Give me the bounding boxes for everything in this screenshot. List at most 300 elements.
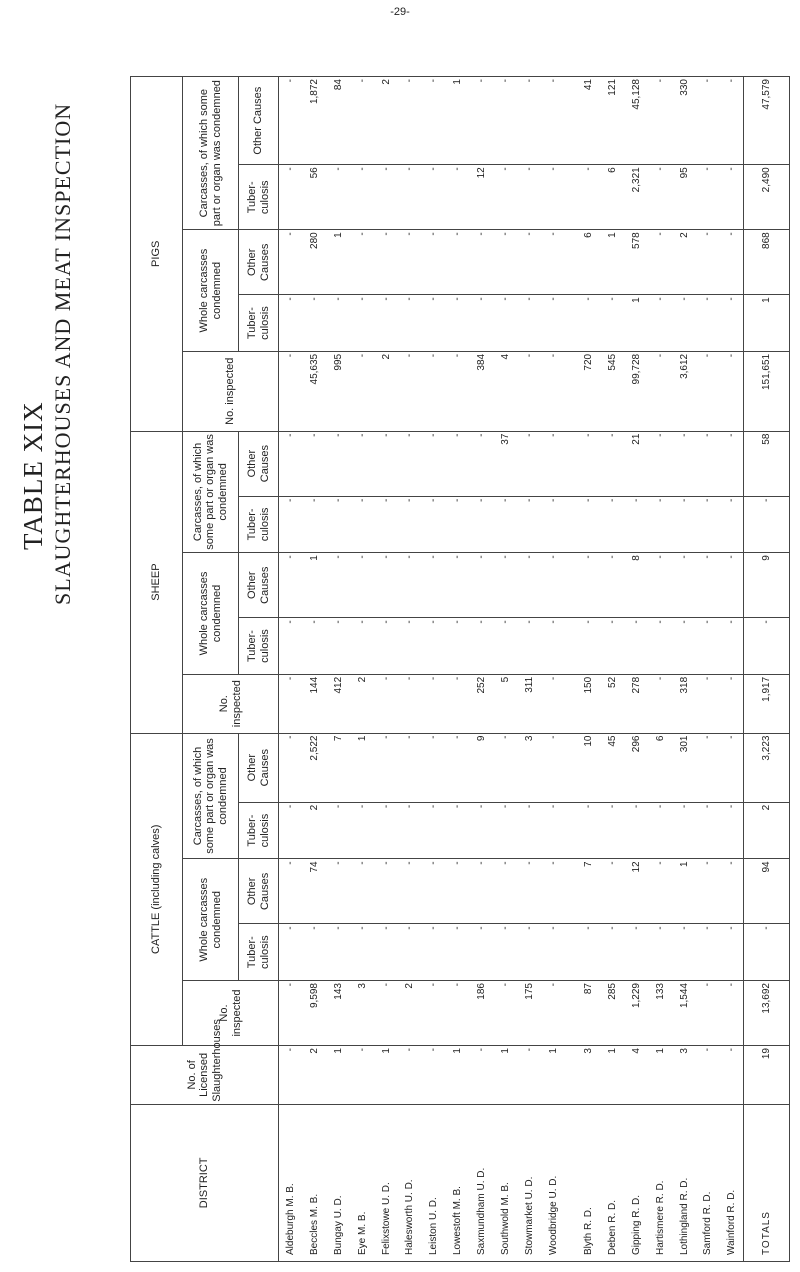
gap-cell <box>565 802 576 859</box>
table-row-s_pt: - <box>279 496 303 553</box>
table-row-c_ins: 186 <box>470 981 494 1046</box>
table-row-s_ins: 311 <box>517 674 541 733</box>
table-row <box>350 77 374 1262</box>
table-row-c_wo: 7 <box>577 859 601 924</box>
table-row-s_pt: - <box>374 496 398 553</box>
table-row-s_po: - <box>517 431 541 496</box>
table-row-s_ins: - <box>374 674 398 733</box>
table-row <box>470 77 494 1262</box>
gap-cell <box>565 733 576 802</box>
totals-c_wo: 94 <box>744 859 790 924</box>
table-row-district: Southwold M. B. <box>494 1104 518 1261</box>
table-row-c_wt: - <box>624 924 648 981</box>
table-row-c_pt: - <box>350 802 374 859</box>
table-row <box>446 77 470 1262</box>
gap-cell <box>565 859 576 924</box>
table-row-c_wo: - <box>600 859 624 924</box>
table-row-c_po: - <box>422 733 446 802</box>
table-row-p_wt: - <box>494 295 518 352</box>
table-row-p_ins: - <box>696 351 720 431</box>
header-sheep-part: Carcasses, of which some part or organ was condemned <box>183 431 239 553</box>
table-row-lic: - <box>350 1046 374 1105</box>
totals-c_pt: 2 <box>744 802 790 859</box>
table-row-s_pt: - <box>696 496 720 553</box>
table-row-c_wt: - <box>279 924 303 981</box>
table-row <box>672 77 696 1262</box>
table-row-c_wt: - <box>648 924 672 981</box>
table-row-c_pt: - <box>672 802 696 859</box>
table-row-c_wt: - <box>494 924 518 981</box>
table-row-lic: 3 <box>577 1046 601 1105</box>
table-row-p_pt: - <box>494 165 518 230</box>
table-row-p_pt: 6 <box>600 165 624 230</box>
table-row-p_pt: 12 <box>470 165 494 230</box>
table-row-p_pt: - <box>350 165 374 230</box>
table-row-c_wo: - <box>279 859 303 924</box>
table-row-s_po: - <box>696 431 720 496</box>
table-row-s_wo: - <box>720 553 744 618</box>
table-row-s_wt: - <box>517 618 541 675</box>
table-row-lic: - <box>696 1046 720 1105</box>
header-district: DISTRICT <box>131 1104 279 1261</box>
table-row-c_po: - <box>374 733 398 802</box>
table-row-s_pt: - <box>720 496 744 553</box>
table-row-p_ins: 384 <box>470 351 494 431</box>
table-row-lic: 1 <box>541 1046 565 1105</box>
table-row-district: Aldeburgh M. B. <box>279 1104 303 1261</box>
table-row-p_ins: - <box>720 351 744 431</box>
table-row-s_po: - <box>326 431 350 496</box>
table-row-c_wt: - <box>350 924 374 981</box>
table-row-c_ins: - <box>541 981 565 1046</box>
table-row-s_po: - <box>577 431 601 496</box>
table-row-c_pt: - <box>624 802 648 859</box>
gap-cell <box>565 230 576 295</box>
table-row-s_wt: - <box>541 618 565 675</box>
table-row-p_ins: 99,728 <box>624 351 648 431</box>
table-row-lic: 1 <box>600 1046 624 1105</box>
table-row-s_wt: - <box>696 618 720 675</box>
table-row-p_pt: - <box>541 165 565 230</box>
table-row-p_wt: 1 <box>624 295 648 352</box>
table-row-district: Gipping R. D. <box>624 1104 648 1261</box>
table-row-c_po: 3 <box>517 733 541 802</box>
table-row-district: Samford R. D. <box>696 1104 720 1261</box>
totals-row <box>744 77 790 1262</box>
table-row-p_wt: - <box>720 295 744 352</box>
table-row-s_pt: - <box>326 496 350 553</box>
table-row-p_wt: - <box>374 295 398 352</box>
table-row-p_po: 1 <box>446 77 470 165</box>
table-row-s_pt: - <box>302 496 326 553</box>
table-row-p_wt: - <box>350 295 374 352</box>
gap-cell <box>565 431 576 496</box>
table-row-c_wt: - <box>374 924 398 981</box>
table-row-s_wo: - <box>517 553 541 618</box>
table-row-s_wo: - <box>541 553 565 618</box>
table-row-c_ins: - <box>494 981 518 1046</box>
table-row-p_wt: - <box>470 295 494 352</box>
table-row-p_po: - <box>648 77 672 165</box>
table-row-lic: 4 <box>624 1046 648 1105</box>
table-row-s_po: - <box>302 431 326 496</box>
table-row-p_wo: - <box>648 230 672 295</box>
table-row-c_wo: - <box>446 859 470 924</box>
header-sheep-whole-tb: Tuber- culosis <box>239 618 279 675</box>
table-row <box>541 77 565 1262</box>
gap-cell <box>565 77 576 165</box>
table-row-c_po: 6 <box>648 733 672 802</box>
gap-cell <box>565 351 576 431</box>
gap-cell <box>565 553 576 618</box>
table-row-p_pt: - <box>374 165 398 230</box>
table-row-s_wt: - <box>577 618 601 675</box>
table-row-s_po: - <box>720 431 744 496</box>
table-row-district: Stowmarket U. D. <box>517 1104 541 1261</box>
table-row-c_wt: - <box>302 924 326 981</box>
table-row-s_wt: - <box>374 618 398 675</box>
table-row-lic: - <box>279 1046 303 1105</box>
table-row-p_po: - <box>720 77 744 165</box>
table-row-s_ins: 150 <box>577 674 601 733</box>
table-row-c_wt: - <box>720 924 744 981</box>
table-row-s_pt: - <box>470 496 494 553</box>
table-row-p_wo: 2 <box>672 230 696 295</box>
table-row-s_wt: - <box>422 618 446 675</box>
table-row-lic: 3 <box>672 1046 696 1105</box>
table-row-c_pt: - <box>600 802 624 859</box>
gap-cell <box>565 618 576 675</box>
table-row-p_ins: - <box>279 351 303 431</box>
header-cattle-part-tb: Tuber- culosis <box>239 802 279 859</box>
table-row-p_po: - <box>279 77 303 165</box>
table-row <box>398 77 422 1262</box>
table-row-p_wo: 280 <box>302 230 326 295</box>
table-row-p_ins: - <box>350 351 374 431</box>
table-row-p_wt: - <box>446 295 470 352</box>
totals-c_wt: - <box>744 924 790 981</box>
table-row-p_po: - <box>696 77 720 165</box>
table-row-s_ins: - <box>648 674 672 733</box>
table-row-p_po: 45,128 <box>624 77 648 165</box>
table-row-c_pt: - <box>326 802 350 859</box>
header-sheep: SHEEP <box>131 431 183 733</box>
table-row-c_wt: - <box>600 924 624 981</box>
table-row-p_wt: - <box>577 295 601 352</box>
table-row-c_wo: - <box>470 859 494 924</box>
table-row-s_wt: - <box>302 618 326 675</box>
table-row-lic: - <box>517 1046 541 1105</box>
table-row-c_ins: 175 <box>517 981 541 1046</box>
table-row-p_po: - <box>494 77 518 165</box>
table-row-p_po: 1,872 <box>302 77 326 165</box>
table-row-s_ins: 412 <box>326 674 350 733</box>
header-pigs-whole: Whole carcasses condemned <box>183 230 239 352</box>
table-row-p_wo: 1 <box>600 230 624 295</box>
table-row-s_pt: - <box>600 496 624 553</box>
table-row-s_ins: - <box>422 674 446 733</box>
table-row-p_po: - <box>541 77 565 165</box>
totals-p_wt: 1 <box>744 295 790 352</box>
table-row <box>422 77 446 1262</box>
table-row-s_po: - <box>422 431 446 496</box>
totals-s_po: 58 <box>744 431 790 496</box>
table-row-c_po: 301 <box>672 733 696 802</box>
table-row-p_wo: 1 <box>326 230 350 295</box>
table-row-p_ins: - <box>446 351 470 431</box>
table-row-c_ins: 133 <box>648 981 672 1046</box>
table-row-c_ins: 9,598 <box>302 981 326 1046</box>
table-row-s_wt: - <box>720 618 744 675</box>
table-row-c_wo: 74 <box>302 859 326 924</box>
gap-cell <box>565 981 576 1046</box>
table-row-p_ins: 995 <box>326 351 350 431</box>
table-row-c_wt: - <box>577 924 601 981</box>
table-row-district: Blyth R. D. <box>577 1104 601 1261</box>
table-row-s_ins: 318 <box>672 674 696 733</box>
table-row-c_po: - <box>720 733 744 802</box>
header-cattle: CATTLE (including calves) <box>131 733 183 1045</box>
table-row-s_pt: - <box>350 496 374 553</box>
table-row-s_wt: - <box>398 618 422 675</box>
table-row-s_wt: - <box>648 618 672 675</box>
header-cattle-whole: Whole carcasses condemned <box>183 859 239 981</box>
table-row-p_ins: 545 <box>600 351 624 431</box>
header-licensed: No. of Licensed Slaughterhouses <box>131 1046 279 1105</box>
table-row-p_wt: - <box>672 295 696 352</box>
table-row-s_ins: 252 <box>470 674 494 733</box>
table-row-p_pt: 56 <box>302 165 326 230</box>
table-row-s_wt: - <box>279 618 303 675</box>
table-row-s_wt: - <box>446 618 470 675</box>
table-row-s_wo: - <box>446 553 470 618</box>
totals-p_wo: 868 <box>744 230 790 295</box>
table-row-s_po: - <box>374 431 398 496</box>
table-row-s_wt: - <box>494 618 518 675</box>
table-row-c_po: - <box>541 733 565 802</box>
table-row-p_wo: - <box>494 230 518 295</box>
table-row-p_pt: 95 <box>672 165 696 230</box>
table-row-s_pt: - <box>517 496 541 553</box>
table-row-s_wo: - <box>422 553 446 618</box>
table-row-p_wt: - <box>398 295 422 352</box>
table-row <box>517 77 541 1262</box>
table-row-c_po: - <box>696 733 720 802</box>
totals-s_ins: 1,917 <box>744 674 790 733</box>
table-row-p_wt: - <box>696 295 720 352</box>
table-row-district: Deben R. D. <box>600 1104 624 1261</box>
gap-cell <box>565 924 576 981</box>
table-row-lic: 1 <box>494 1046 518 1105</box>
table-row <box>600 77 624 1262</box>
table-row-s_ins: - <box>398 674 422 733</box>
table-row-c_po: 296 <box>624 733 648 802</box>
table-row-p_po: 330 <box>672 77 696 165</box>
table-row-c_pt: - <box>422 802 446 859</box>
table-row-c_wt: - <box>517 924 541 981</box>
table-row-c_pt: - <box>279 802 303 859</box>
table-row-s_wo: - <box>374 553 398 618</box>
table-row-c_pt: - <box>446 802 470 859</box>
table-row-c_ins: 1,229 <box>624 981 648 1046</box>
table-row-p_wo: - <box>374 230 398 295</box>
table-row-c_ins: 285 <box>600 981 624 1046</box>
table-row-p_wo: - <box>398 230 422 295</box>
table-row-s_ins: - <box>279 674 303 733</box>
table-row-p_pt: - <box>517 165 541 230</box>
table-row-c_ins: - <box>374 981 398 1046</box>
table-row-p_pt: - <box>422 165 446 230</box>
table-row-s_wo: - <box>696 553 720 618</box>
table-row <box>648 77 672 1262</box>
table-row-s_wo: - <box>470 553 494 618</box>
table-row-district: Eye M. B. <box>350 1104 374 1261</box>
header-cattle-part-other: Other Causes <box>239 733 279 802</box>
table-row-c_wt: - <box>398 924 422 981</box>
table-row-c_ins: - <box>696 981 720 1046</box>
table-row <box>624 77 648 1262</box>
gap-cell <box>565 1046 576 1105</box>
table-row-c_wo: - <box>326 859 350 924</box>
table-row-p_po: 2 <box>374 77 398 165</box>
header-sheep-whole: Whole carcasses condemned <box>183 553 239 675</box>
table-row-s_wt: - <box>624 618 648 675</box>
table-row-s_wo: - <box>648 553 672 618</box>
header-cattle-part: Carcasses, of which some part or organ was condemned <box>183 733 239 859</box>
table-row-lic: 1 <box>648 1046 672 1105</box>
table-row-c_pt: - <box>470 802 494 859</box>
table-row-s_ins: 5 <box>494 674 518 733</box>
header-pigs-part-tb: Tuber- culosis <box>239 165 279 230</box>
table-row-c_wo: - <box>720 859 744 924</box>
totals-p_ins: 151,651 <box>744 351 790 431</box>
table-row-p_pt: - <box>398 165 422 230</box>
page-number: -29- <box>390 6 410 18</box>
table-row <box>279 77 303 1262</box>
table-row-s_pt: - <box>446 496 470 553</box>
table-row-s_wo: - <box>326 553 350 618</box>
table-row-district: Woodbridge U. D. <box>541 1104 565 1261</box>
table-row-district: Saxmundham U. D. <box>470 1104 494 1261</box>
table-row-p_po: - <box>422 77 446 165</box>
table-row-c_wo: - <box>494 859 518 924</box>
table-title-line2: SLAUGHTERHOUSES AND MEAT INSPECTION <box>50 102 75 605</box>
table-row-c_po: 2,522 <box>302 733 326 802</box>
table-row-s_ins: 278 <box>624 674 648 733</box>
table-row-c_ins: - <box>446 981 470 1046</box>
table-row-lic: - <box>720 1046 744 1105</box>
table-row-c_wo: - <box>398 859 422 924</box>
table-row-c_wo: - <box>696 859 720 924</box>
table-row-c_ins: 143 <box>326 981 350 1046</box>
table-row-c_wo: - <box>374 859 398 924</box>
table-row <box>374 77 398 1262</box>
table-row-p_wo: - <box>541 230 565 295</box>
table-row-district: Hartismere R. D. <box>648 1104 672 1261</box>
table-row-lic: 1 <box>374 1046 398 1105</box>
table-row-p_wt: - <box>648 295 672 352</box>
table-row-c_pt: - <box>648 802 672 859</box>
table-row-c_po: 7 <box>326 733 350 802</box>
header-sheep-part-other: Other Causes <box>239 431 279 496</box>
table-row-c_ins: 87 <box>577 981 601 1046</box>
table-row-s_po: - <box>648 431 672 496</box>
table-row-district: Felixstowe U. D. <box>374 1104 398 1261</box>
table-row-c_wt: - <box>470 924 494 981</box>
table-row-s_wo: - <box>672 553 696 618</box>
table-row-s_po: - <box>600 431 624 496</box>
table-row-p_wo: - <box>279 230 303 295</box>
table-row-c_wo: - <box>422 859 446 924</box>
table-row-s_ins: 2 <box>350 674 374 733</box>
table-row-p_ins: 4 <box>494 351 518 431</box>
table-row-s_wt: - <box>672 618 696 675</box>
header-pigs: PIGS <box>131 77 183 432</box>
header-pigs-part: Carcasses, of which some part or organ was condemned <box>183 77 239 230</box>
table-row-s_pt: - <box>672 496 696 553</box>
table-row-s_pt: - <box>541 496 565 553</box>
table-row-s_po: 21 <box>624 431 648 496</box>
table-row-c_po: - <box>279 733 303 802</box>
table-row-p_ins: 3,612 <box>672 351 696 431</box>
table-row-s_pt: - <box>577 496 601 553</box>
totals-p_po: 47,579 <box>744 77 790 165</box>
table-row-p_pt: - <box>696 165 720 230</box>
table-row-c_wo: - <box>648 859 672 924</box>
table-row-c_pt: - <box>720 802 744 859</box>
table-row-s_pt: - <box>422 496 446 553</box>
table-row-s_ins: 144 <box>302 674 326 733</box>
table-row-p_po: 41 <box>577 77 601 165</box>
table-row-p_wo: - <box>446 230 470 295</box>
header-sheep-whole-other: Other Causes <box>239 553 279 618</box>
table-row-s_po: 37 <box>494 431 518 496</box>
gap-cell <box>565 496 576 553</box>
table-row-c_po: 9 <box>470 733 494 802</box>
table-row-p_po: 121 <box>600 77 624 165</box>
table-row-district: Halesworth U. D. <box>398 1104 422 1261</box>
table-row-p_pt: - <box>648 165 672 230</box>
table-row <box>577 77 601 1262</box>
table-row-p_ins: - <box>517 351 541 431</box>
totals-s_wt: - <box>744 618 790 675</box>
table-row-p_wt: - <box>541 295 565 352</box>
table-row-s_pt: - <box>624 496 648 553</box>
table-row-district: Lowestoft M. B. <box>446 1104 470 1261</box>
totals-c_ins: 13,692 <box>744 981 790 1046</box>
table-row-s_po: - <box>398 431 422 496</box>
table-row-lic: 2 <box>302 1046 326 1105</box>
table-row-p_ins: - <box>648 351 672 431</box>
table-row-s_ins: 52 <box>600 674 624 733</box>
table-row-c_po: - <box>398 733 422 802</box>
table-row-c_wt: - <box>541 924 565 981</box>
table-row-s_wo: 8 <box>624 553 648 618</box>
table-row-p_wo: 578 <box>624 230 648 295</box>
table-row-s_ins: - <box>696 674 720 733</box>
table-row-c_ins: - <box>279 981 303 1046</box>
table-row-p_po: 84 <box>326 77 350 165</box>
table-row-s_po: - <box>279 431 303 496</box>
table-row-s_po: - <box>541 431 565 496</box>
table-row-p_po: - <box>350 77 374 165</box>
header-sheep-part-tb: Tuber- culosis <box>239 496 279 553</box>
header-cattle-whole-other: Other Causes <box>239 859 279 924</box>
table-row-p_ins: - <box>541 351 565 431</box>
table-row-c_pt: 2 <box>302 802 326 859</box>
table-row <box>720 77 744 1262</box>
table-row-p_po: - <box>398 77 422 165</box>
